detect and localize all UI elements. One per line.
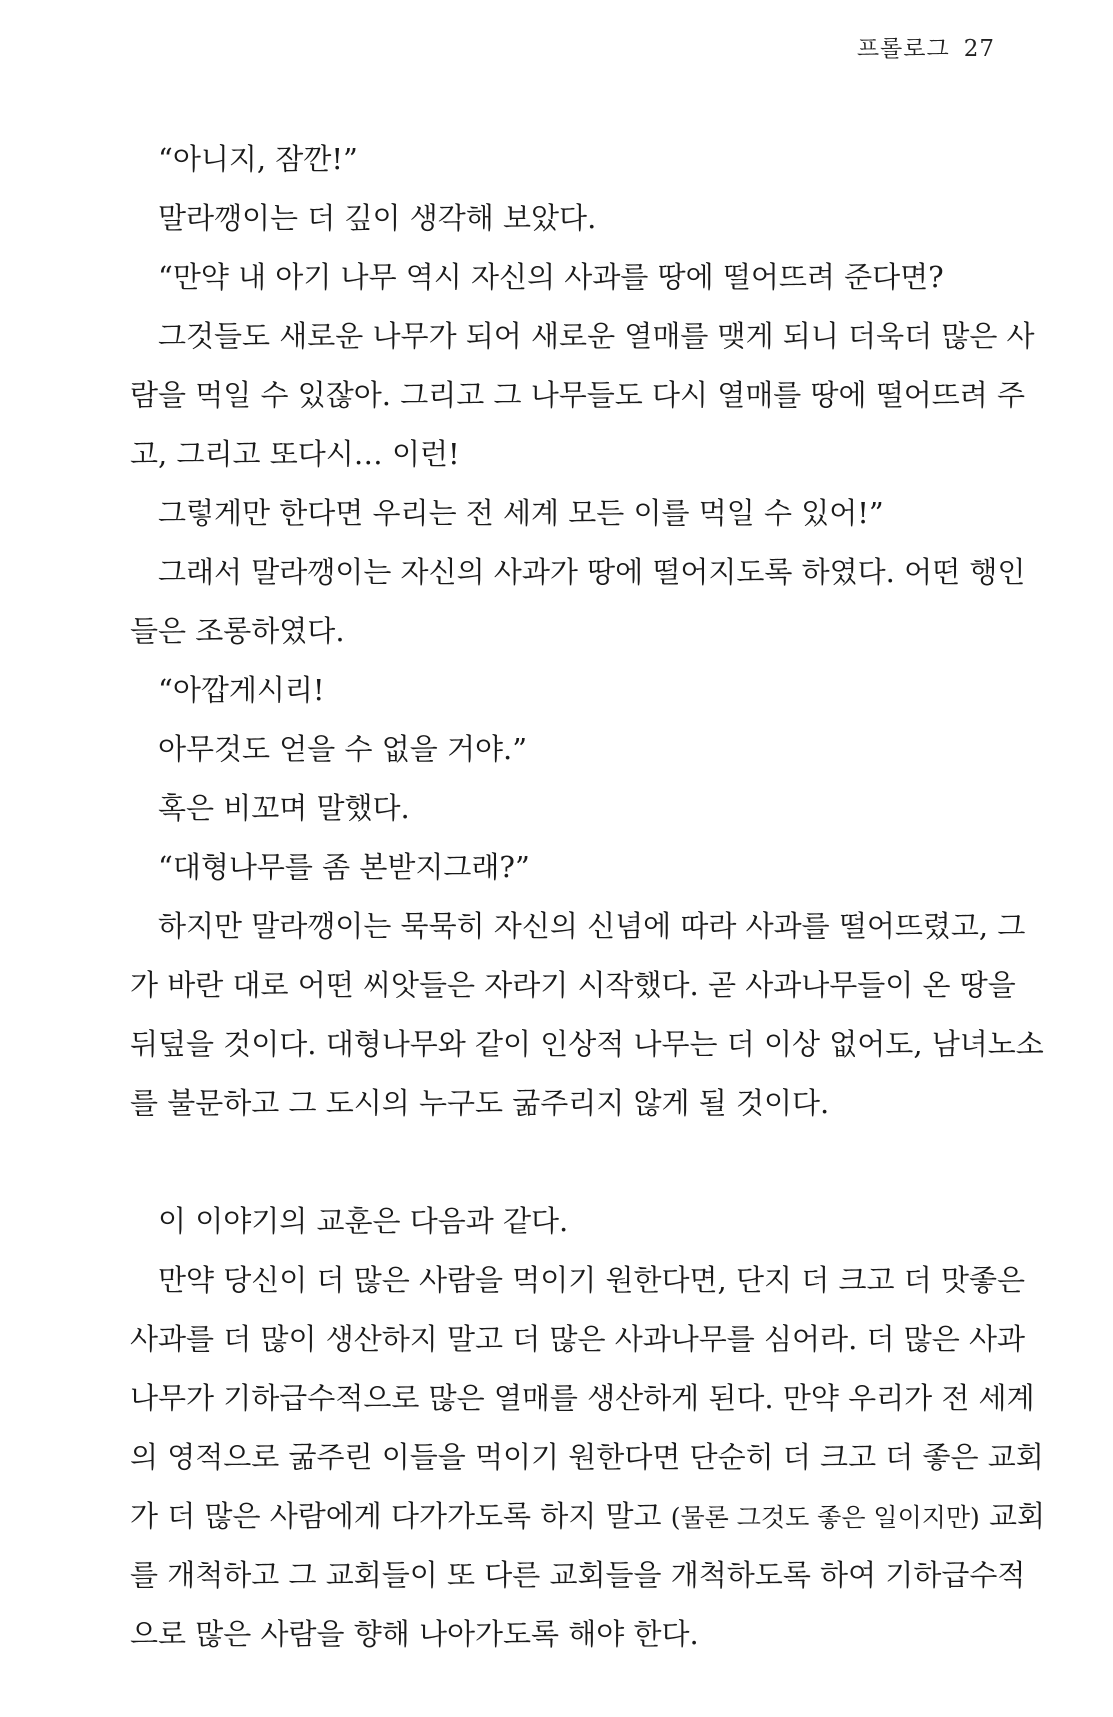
paragraph-line: 그것들도 새로운 나무가 되어 새로운 열매를 맺게 되니 더욱더 많은 사 — [158, 319, 1035, 353]
moral-line: 사과를 더 많이 생산하지 말고 더 많은 사과나무를 심어라. 더 많은 사과 — [130, 1322, 1026, 1356]
paragraph-line: 말라깽이는 더 깊이 생각해 보았다. — [158, 201, 597, 235]
moral-line-with-parenthetical — [130, 1487, 1046, 1546]
paragraph-line: 들은 조롱하였다. — [130, 614, 345, 648]
paragraph-line: 그래서 말라깽이는 자신의 사과가 땅에 떨어지도록 하였다. 어떤 행인 — [158, 555, 1026, 589]
parenthetical-note: (물론 그것도 좋은 일이지만) — [670, 1503, 980, 1532]
moral-line: 나무가 기하급수적으로 많은 열매를 생산하게 된다. 만약 우리가 전 세계 — [130, 1381, 1035, 1415]
moral-line: 만약 당신이 더 많은 사람을 먹이기 원한다면, 단지 더 크고 더 맛좋은 — [158, 1263, 1025, 1297]
body-text — [130, 130, 1046, 1664]
section-title: 프롤로그 — [856, 36, 950, 62]
paragraph-line: “아니지, 잠깐!” — [158, 142, 358, 176]
page-number: 27 — [963, 36, 995, 62]
paragraph-line: 아무것도 얻을 수 없을 거야.” — [158, 732, 528, 766]
paragraph-line: 그렇게만 한다면 우리는 전 세계 모든 이를 먹일 수 있어!” — [158, 496, 884, 530]
paragraph-line: 가 바란 대로 어떤 씨앗들은 자라기 시작했다. 곧 사과나무들이 온 땅을 — [130, 968, 1016, 1002]
paragraph-line: “대형나무를 좀 본받지그래?” — [158, 850, 530, 884]
paragraph-line: 하지만 말라깽이는 묵묵히 자신의 신념에 따라 사과를 떨어뜨렸고, 그 — [158, 909, 1026, 943]
running-header — [857, 30, 995, 63]
paragraph-line: “만약 내 아기 나무 역시 자신의 사과를 땅에 떨어뜨려 준다면? — [158, 260, 944, 294]
moral-line: 으로 많은 사람을 향해 나아가도록 해야 한다. — [130, 1617, 699, 1651]
moral-line: 이 이야기의 교훈은 다음과 같다. — [158, 1204, 569, 1238]
moral-line: 의 영적으로 굶주린 이들을 먹이기 원한다면 단순히 더 크고 더 좋은 교회 — [130, 1440, 1044, 1474]
paragraph-line: 를 불문하고 그 도시의 누구도 굶주리지 않게 될 것이다. — [130, 1086, 830, 1120]
paragraph-line: 고, 그리고 또다시… 이런! — [130, 437, 460, 471]
paragraph-gap — [130, 1133, 990, 1192]
paragraph-line: 뒤덮을 것이다. 대형나무와 같이 인상적 나무는 더 이상 없어도, 남녀노소 — [130, 1027, 1044, 1061]
moral-line-part: 교회 — [979, 1499, 1046, 1533]
paragraph-line: 혹은 비꼬며 말했다. — [158, 791, 410, 825]
paragraph-line: 람을 먹일 수 있잖아. 그리고 그 나무들도 다시 열매를 땅에 떨어뜨려 주 — [130, 378, 1026, 412]
moral-line-part: 가 더 많은 사람에게 다가가도록 하지 말고 — [130, 1499, 671, 1533]
paragraph-line: “아깝게시리! — [158, 673, 325, 707]
moral-line: 를 개척하고 그 교회들이 또 다른 교회들을 개척하도록 하여 기하급수적 — [130, 1558, 1026, 1592]
